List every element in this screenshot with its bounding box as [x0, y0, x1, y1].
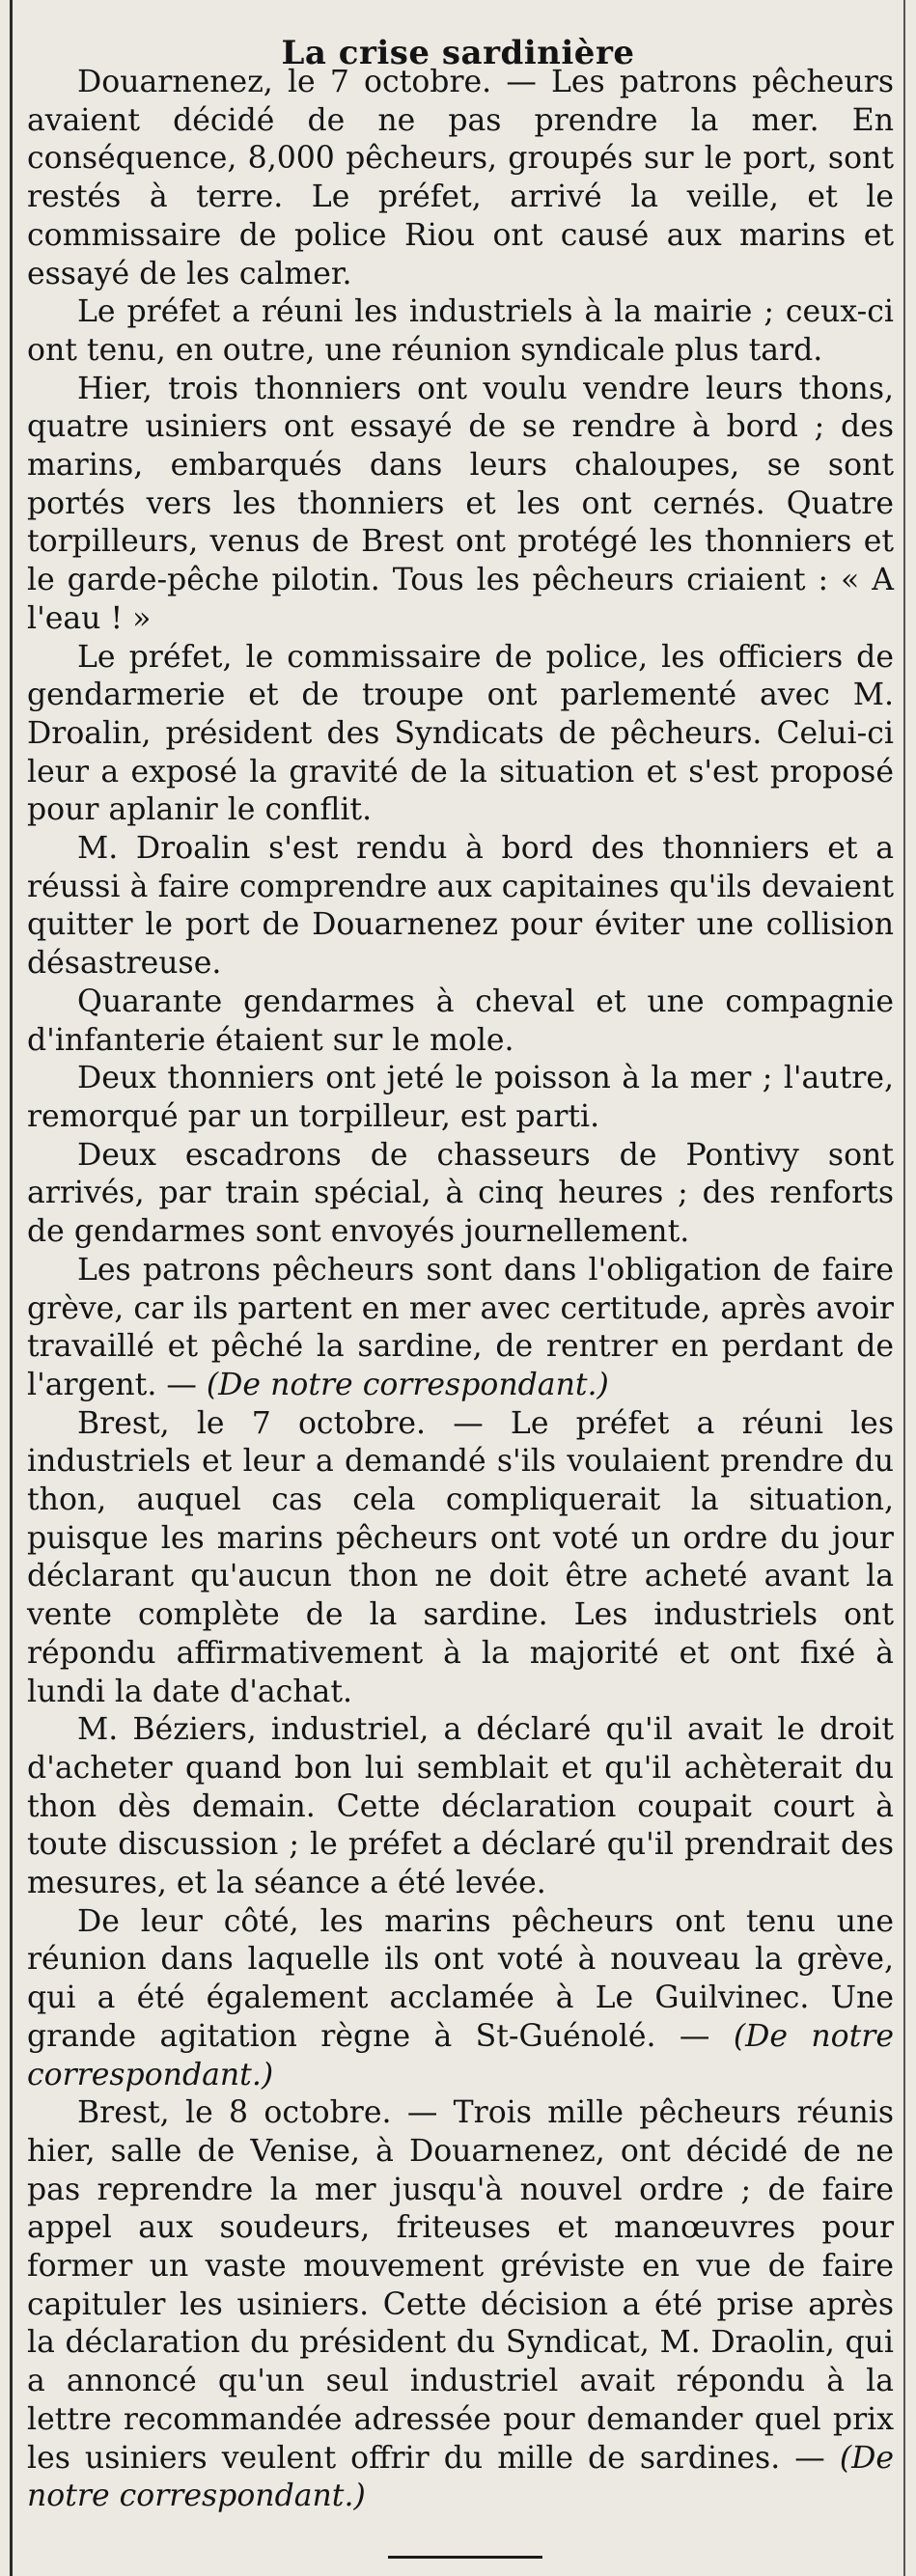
paragraph-text: Brest, le 7 octobre. — Le préfet a réuni les industriels et leur a demandé s'ils voulaient prendre du thon, auquel cas cela compliquerait la situation, puisque les marins pêcheurs ont voté un ordre du jour déclarant qu'aucun thon ne doit être acheté avant la vente complète de la sardine. Les industriels ont répondu affirmativement à la majorité et ont fixé à lundi la date d'achat.: [27, 1405, 894, 1709]
paragraph-text: Deux escadrons de chasseurs de Pontivy sont arrivés, par train spécial, à cinq heures ; des renforts de gendarmes sont envoyés journellement.: [27, 1137, 894, 1250]
paragraph-text: Brest, le 8 octobre. — Trois mille pêcheurs réunis hier, salle de Venise, à Douarnenez, ont décidé de ne pas reprendre la mer jusqu'à nouvel ordre ; de faire appel aux soudeurs, friteuses et manœuvres pour former un vaste mouvement gréviste en vue de faire capituler les usiniers. Cette décision a été prise après la déclaration du président du Syndicat, M. Draolin, qui a annoncé qu'un seul industriel avait répondu à la lettre recommandée adressée pour demander quel prix les usiniers veulent offrir du mille de sardines. —: [27, 2095, 894, 2476]
paragraph-text: Deux thonniers ont jeté le poisson à la mer ; l'autre, remorqué par un torpilleur, est parti.: [27, 1061, 894, 1134]
paragraph-droalin-a-bord: [27, 830, 894, 983]
correspondent-credit: (De notre correspondant.): [27, 2440, 894, 2514]
correspondent-credit: (De notre correspondant.): [206, 1367, 609, 1402]
paragraph-douarnenez-7-octobre: [27, 64, 894, 293]
article-title: La crise sardinière: [281, 33, 635, 72]
paragraph-prefet-mairie: [27, 293, 894, 370]
paragraph-beziers: [27, 1711, 894, 1903]
paragraph-brest-8-octobre: [27, 2094, 894, 2516]
paragraph-escadrons-pontivy: [27, 1137, 894, 1252]
paragraph-gendarmes-mole: [27, 983, 894, 1060]
paragraph-brest-7-octobre: [27, 1405, 894, 1712]
column-rule-right: [903, 0, 905, 2576]
column-rule-left: [10, 0, 13, 2576]
paragraph-text: Quarante gendarmes à cheval et une compagnie d'infanterie étaient sur le mole.: [27, 983, 894, 1058]
paragraph-leur-cote: [27, 1903, 894, 2095]
article-body: [27, 64, 894, 2516]
paragraph-trois-thonniers: [27, 371, 894, 639]
article-end-rule: [388, 2556, 542, 2559]
correspondent-credit: (De notre correspondant.): [27, 2018, 894, 2092]
paragraph-poisson-mer: [27, 1060, 894, 1136]
paragraph-text: Hier, trois thonniers ont voulu vendre leurs thons, quatre usiniers ont essayé de se rendre à bord ; des marins, embarqués dans leurs chaloupes, se sont portés vers les thonniers et les ont cernés. Quatre torpilleurs, venus de Brest ont protégé les thonniers et le garde-pêche pilotin. Tous les pêcheurs criaient : « A l'eau ! »: [27, 371, 894, 636]
paragraph-parlemente: [27, 639, 894, 831]
paragraph-text: Douarnenez, le 7 octobre. — Les patrons pêcheurs avaient décidé de ne pas prendre la mer. En conséquence, 8,000 pêcheurs, groupés sur le port, sont restés à terre. Le préfet, arrivé la veille, et le commissaire de police Riou ont causé aux marins et essayé de les calmer.: [27, 65, 894, 291]
paragraph-text: Le préfet a réuni les industriels à la mairie ; ceux-ci ont tenu, en outre, une réunion syndicale plus tard.: [27, 294, 894, 368]
paragraph-text: M. Droalin s'est rendu à bord des thonniers et a réussi à faire comprendre aux capitaines qu'ils devaient quitter le port de Douarnenez pour éviter une collision désastreuse.: [27, 831, 894, 982]
paragraph-obligation-greve: [27, 1252, 894, 1405]
paragraph-text: M. Béziers, industriel, a déclaré qu'il avait le droit d'acheter quand bon lui semblait et qu'il achèterait du thon dès demain. Cette déclaration coupait court à toute discussion ; le préfet a déclaré qu'il prendrait des mesures, et la séance a été levée.: [27, 1712, 894, 1901]
paragraph-text: Les patrons pêcheurs sont dans l'obligation de faire grève, car ils partent en mer avec certitude, après avoir travaillé et pêché la sardine, de rentrer en perdant de l'argent. —: [27, 1252, 894, 1402]
paragraph-text: Le préfet, le commissaire de police, les officiers de gendarmerie et de troupe ont parlementé avec M. Droalin, président des Syndicats de pêcheurs. Celui-ci leur a exposé la gravité de la situation et s'est proposé pour aplanir le conflit.: [27, 639, 894, 828]
paragraph-text: De leur côté, les marins pêcheurs ont tenu une réunion dans laquelle ils ont voté à nouveau la grève, qui a été également acclamée à Le Guilvinec. Une grande agitation règne à St-Guénolé. —: [27, 1903, 894, 2054]
